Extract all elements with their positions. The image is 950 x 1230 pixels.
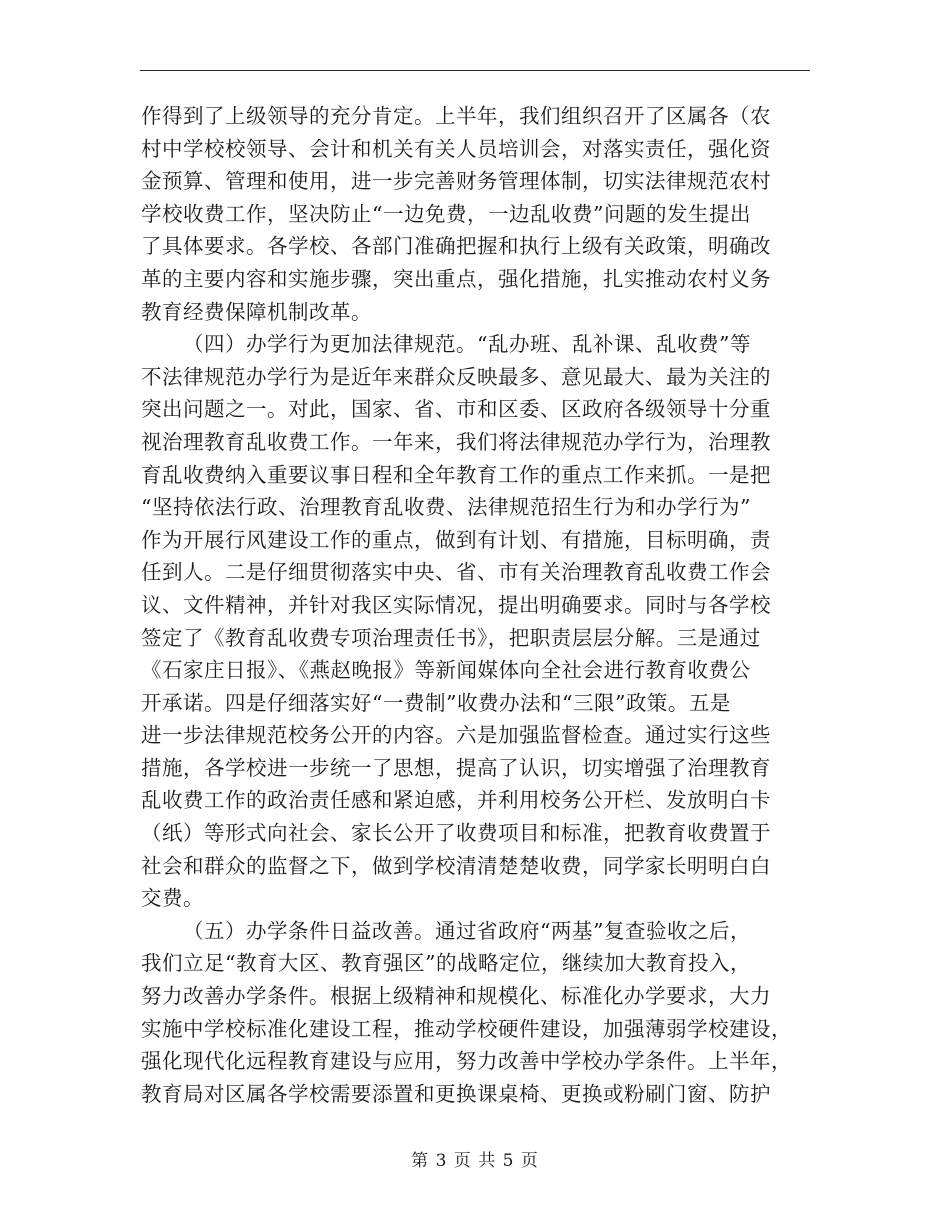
text-line: 育乱收费纳入重要议事日程和全年教育工作的重点工作来抓。一是把 bbox=[141, 462, 771, 487]
text-line: 实施中学校标准化建设工程，推动学校硬件建设，加强薄弱学校建设， bbox=[141, 1016, 792, 1041]
text-line: 视治理教育乱收费工作。一年来，我们将法律规范办学行为，治理教 bbox=[141, 429, 771, 454]
text-line: 我们立足“教育大区、教育强区”的战略定位，继续加大教育投入， bbox=[141, 951, 751, 976]
text-line: 措施，各学校进一步统一了思想，提高了认识，切实增强了治理教育 bbox=[141, 755, 771, 780]
text-line: 进一步法律规范校务公开的内容。六是加强监督检查。通过实行这些 bbox=[141, 723, 771, 748]
text-line: 《石家庄日报》、《燕赵晚报》等新闻媒体向全社会进行教育收费公 bbox=[141, 658, 751, 683]
text-line: （纸）等形式向社会、家长公开了收费项目和标准，把教育收费置于 bbox=[141, 821, 771, 846]
text-line: 金预算、管理和使用，进一步完善财务管理体制，切实法律规范农村 bbox=[141, 169, 771, 194]
text-line: 努力改善办学条件。根据上级精神和规模化、标准化办学要求，大力 bbox=[141, 984, 771, 1009]
text-line: “坚持依法行政、治理教育乱收费、法律规范招生行为和办学行为” bbox=[141, 495, 751, 520]
text-line: 任到人。二是仔细贯彻落实中央、省、市有关治理教育乱收费工作会 bbox=[141, 560, 771, 585]
text-line: 革的主要内容和实施步骤，突出重点，强化措施，扎实推动农村义务 bbox=[141, 266, 771, 291]
paragraph-start-four: （四）办学行为更加法律规范。“乱办班、乱补课、乱收费”等 bbox=[183, 332, 751, 357]
text-line: 签定了《教育乱收费专项治理责任书》，把职责层层分解。三是通过 bbox=[141, 625, 761, 650]
text-line: 教育经费保障机制改革。 bbox=[141, 299, 372, 324]
text-line: 作为开展行风建设工作的重点，做到有计划、有措施，目标明确，责 bbox=[141, 527, 771, 552]
text-line: 村中学校校领导、会计和机关有关人员培训会，对落实责任，强化资 bbox=[141, 136, 771, 161]
text-line: 强化现代化远程教育建设与应用，努力改善中学校办学条件。上半年， bbox=[141, 1049, 792, 1074]
header-rule bbox=[140, 70, 810, 71]
text-line: 开承诺。四是仔细落实好“一费制”收费办法和“三限”政策。五是 bbox=[141, 690, 731, 715]
text-line: 教育局对区属各学校需要添置和更换课桌椅、更换或粉刷门窗、防护 bbox=[141, 1081, 771, 1106]
text-line: 了具体要求。各学校、各部门准确把握和执行上级有关政策，明确改 bbox=[141, 234, 771, 259]
text-line: 议、文件精神，并针对我区实际情况，提出明确要求。同时与各学校 bbox=[141, 592, 771, 617]
text-line: 社会和群众的监督之下，做到学校清清楚楚收费，同学家长明明白白 bbox=[141, 853, 771, 878]
text-line: 乱收费工作的政治责任感和紧迫感，并利用校务公开栏、发放明白卡 bbox=[141, 788, 771, 813]
text-line: 突出问题之一。对此，国家、省、市和区委、区政府各级领导十分重 bbox=[141, 397, 771, 422]
document-body bbox=[141, 100, 813, 1110]
text-line: 作得到了上级领导的充分肯定。上半年，我们组织召开了区属各（农 bbox=[141, 104, 771, 128]
text-line: 学校收费工作，坚决防止“一边免费，一边乱收费”问题的发生提出 bbox=[141, 201, 751, 226]
paragraph-start-five: （五）办学条件日益改善。通过省政府“两基”复查验收之后， bbox=[183, 918, 751, 943]
page-footer: 第 3 页 共 5 页 bbox=[411, 1151, 539, 1171]
text-line: 不法律规范办学行为是近年来群众反映最多、意见最大、最为关注的 bbox=[141, 364, 771, 389]
text-line: 交费。 bbox=[141, 886, 204, 911]
